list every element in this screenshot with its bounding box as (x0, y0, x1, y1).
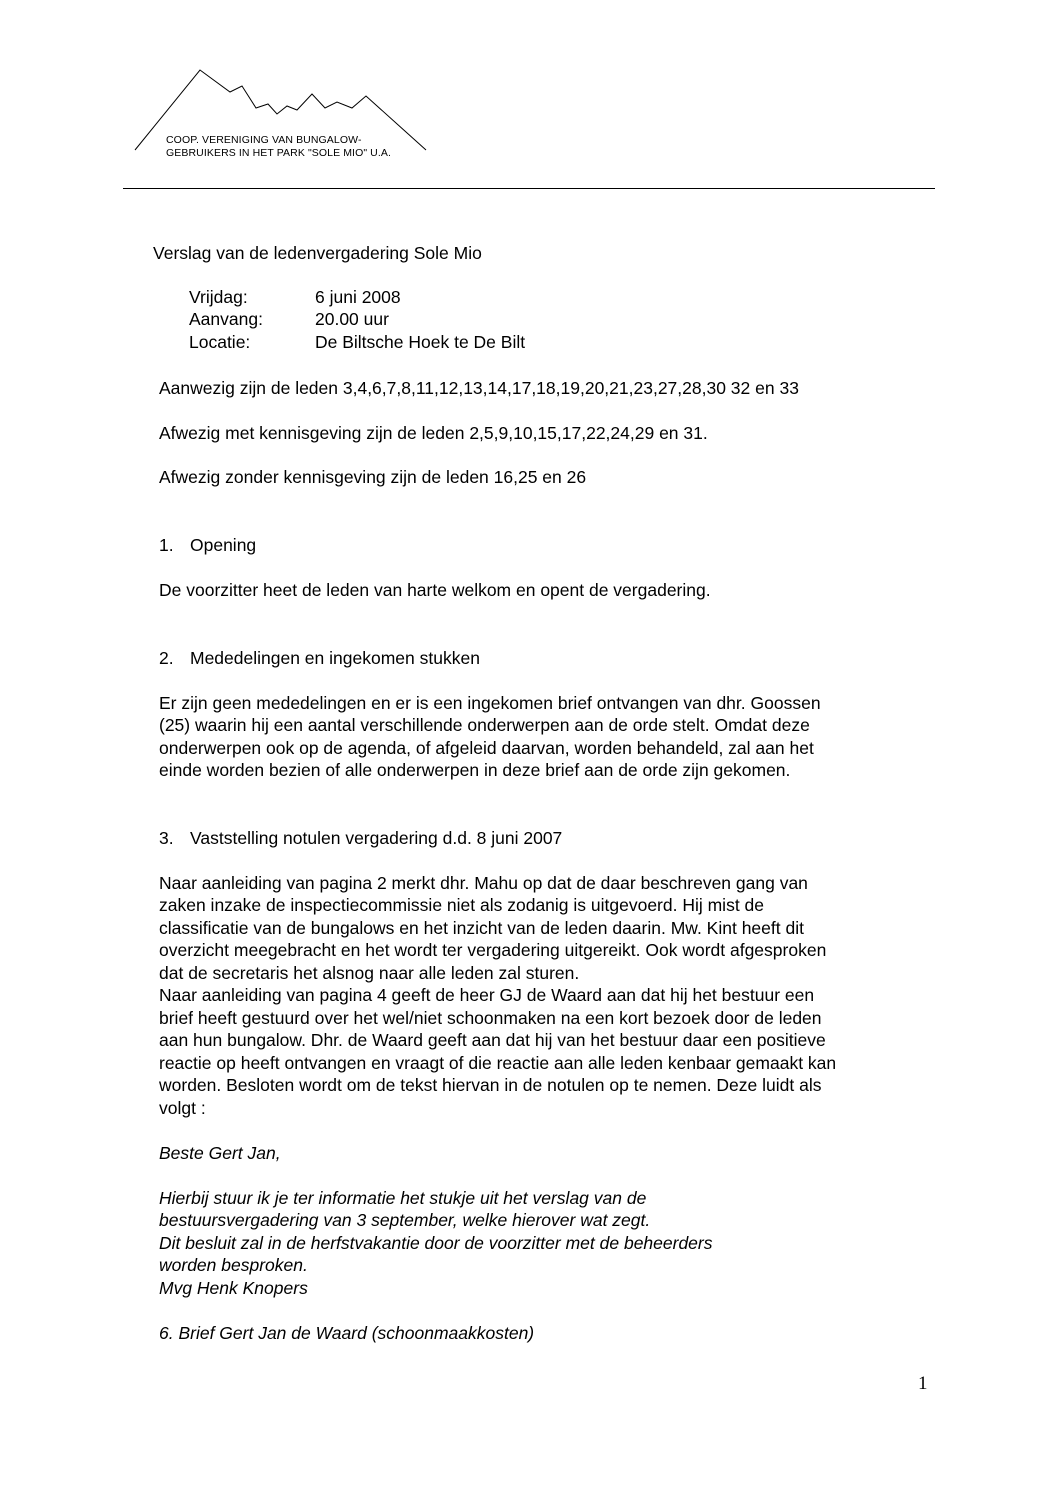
quote-line: Dit besluit zal in de herfstvakantie door de voorzitter met de beheerders (159, 1233, 713, 1253)
section-text-line: Naar aanleiding van pagina 4 geeft de heer GJ de Waard aan dat hij het bestuur een (159, 985, 815, 1005)
meta-label-start: Aanvang: (189, 309, 263, 329)
section-text-line: onderwerpen ook op de agenda, of afgeleid daarvan, worden behandeld, zal aan het (159, 738, 814, 758)
section-number: 2. (159, 648, 174, 668)
quote-salutation: Beste Gert Jan, (159, 1143, 281, 1163)
quote-line: bestuursvergadering van 3 september, welke hierover wat zegt. (159, 1210, 651, 1230)
quote-item: 6. Brief Gert Jan de Waard (schoonmaakkosten) (159, 1323, 535, 1343)
quote-line: worden besproken. (159, 1255, 308, 1275)
section-heading-opening (159, 534, 256, 556)
organization-name-line1: COOP. VERENIGING VAN BUNGALOW- (166, 134, 362, 146)
section-heading-announcements (159, 647, 480, 669)
section-text-line: aan hun bungalow. Dhr. de Waard geeft aan dat hij van het bestuur daar een positieve (159, 1030, 826, 1050)
section-number: 1. (159, 535, 174, 555)
quote-line: Hierbij stuur ik je ter informatie het stukje uit het verslag van de (159, 1188, 647, 1208)
section-number: 3. (159, 828, 174, 848)
organization-name-line2: GEBRUIKERS IN HET PARK "SOLE MIO" U.A. (166, 147, 391, 159)
section-heading-minutes (159, 827, 562, 849)
meta-value-location: De Biltsche Hoek te De Bilt (315, 332, 526, 352)
section-text-line: volgt : (159, 1098, 206, 1118)
attendance-absent-notice: Afwezig met kennisgeving zijn de leden 2,5,9,10,15,17,22,24,29 en 31. (159, 423, 708, 443)
section-text-line: Er zijn geen mededelingen en er is een ingekomen brief ontvangen van dhr. Goossen (159, 693, 821, 713)
meta-label-location: Locatie: (189, 332, 251, 352)
header-divider (123, 188, 935, 189)
attendance-absent-no-notice: Afwezig zonder kennisgeving zijn de leden 16,25 en 26 (159, 467, 587, 487)
section-text-line: worden. Besloten wordt om de tekst hiervan in de notulen op te nemen. Deze luidt als (159, 1075, 822, 1095)
attendance-present: Aanwezig zijn de leden 3,4,6,7,8,11,12,13,14,17,18,19,20,21,23,27,28,30 32 en 33 (159, 378, 799, 398)
meta-label-day: Vrijdag: (189, 287, 248, 307)
section-text-line: Naar aanleiding van pagina 2 merkt dhr. Mahu op dat de daar beschreven gang van (159, 873, 808, 893)
section-text-line: classificatie van de bungalows en het inzicht van de leden daarin. Mw. Kint heeft dit (159, 918, 804, 938)
section-text-line: brief heeft gestuurd over het wel/niet schoonmaken na een kort bezoek door de leden (159, 1008, 822, 1028)
organization-name (166, 134, 391, 160)
section-text-line: reactie op heeft ontvangen en vraagt of die reactie aan alle leden kenbaar gemaakt kan (159, 1053, 837, 1073)
section-text-line: einde worden bezien of alle onderwerpen in deze brief aan de orde zijn gekomen. (159, 760, 791, 780)
section-text-line: dat de secretaris het alsnog naar alle leden zal sturen. (159, 963, 580, 983)
quote-signature: Mvg Henk Knopers (159, 1278, 308, 1298)
section-title: Vaststelling notulen vergadering d.d. 8 juni 2007 (190, 828, 563, 848)
section-text-line: (25) waarin hij een aantal verschillende onderwerpen aan de orde stelt. Omdat deze (159, 715, 810, 735)
section-text-line: zaken inzake de inspectiecommissie niet als zodanig is uitgevoerd. Hij mist de (159, 895, 765, 915)
section-title: Mededelingen en ingekomen stukken (190, 648, 480, 668)
meta-value-day: 6 juni 2008 (315, 287, 401, 307)
section-text-line: De voorzitter heet de leden van harte welkom en opent de vergadering. (159, 580, 711, 600)
section-text-line: overzicht meegebracht en het wordt ter vergadering uitgereikt. Ook wordt afgesproken (159, 940, 827, 960)
meta-value-start: 20.00 uur (315, 309, 389, 329)
section-title: Opening (190, 535, 257, 555)
document-title: Verslag van de ledenvergadering Sole Mio (153, 243, 482, 263)
page-number: 1 (918, 1373, 928, 1394)
